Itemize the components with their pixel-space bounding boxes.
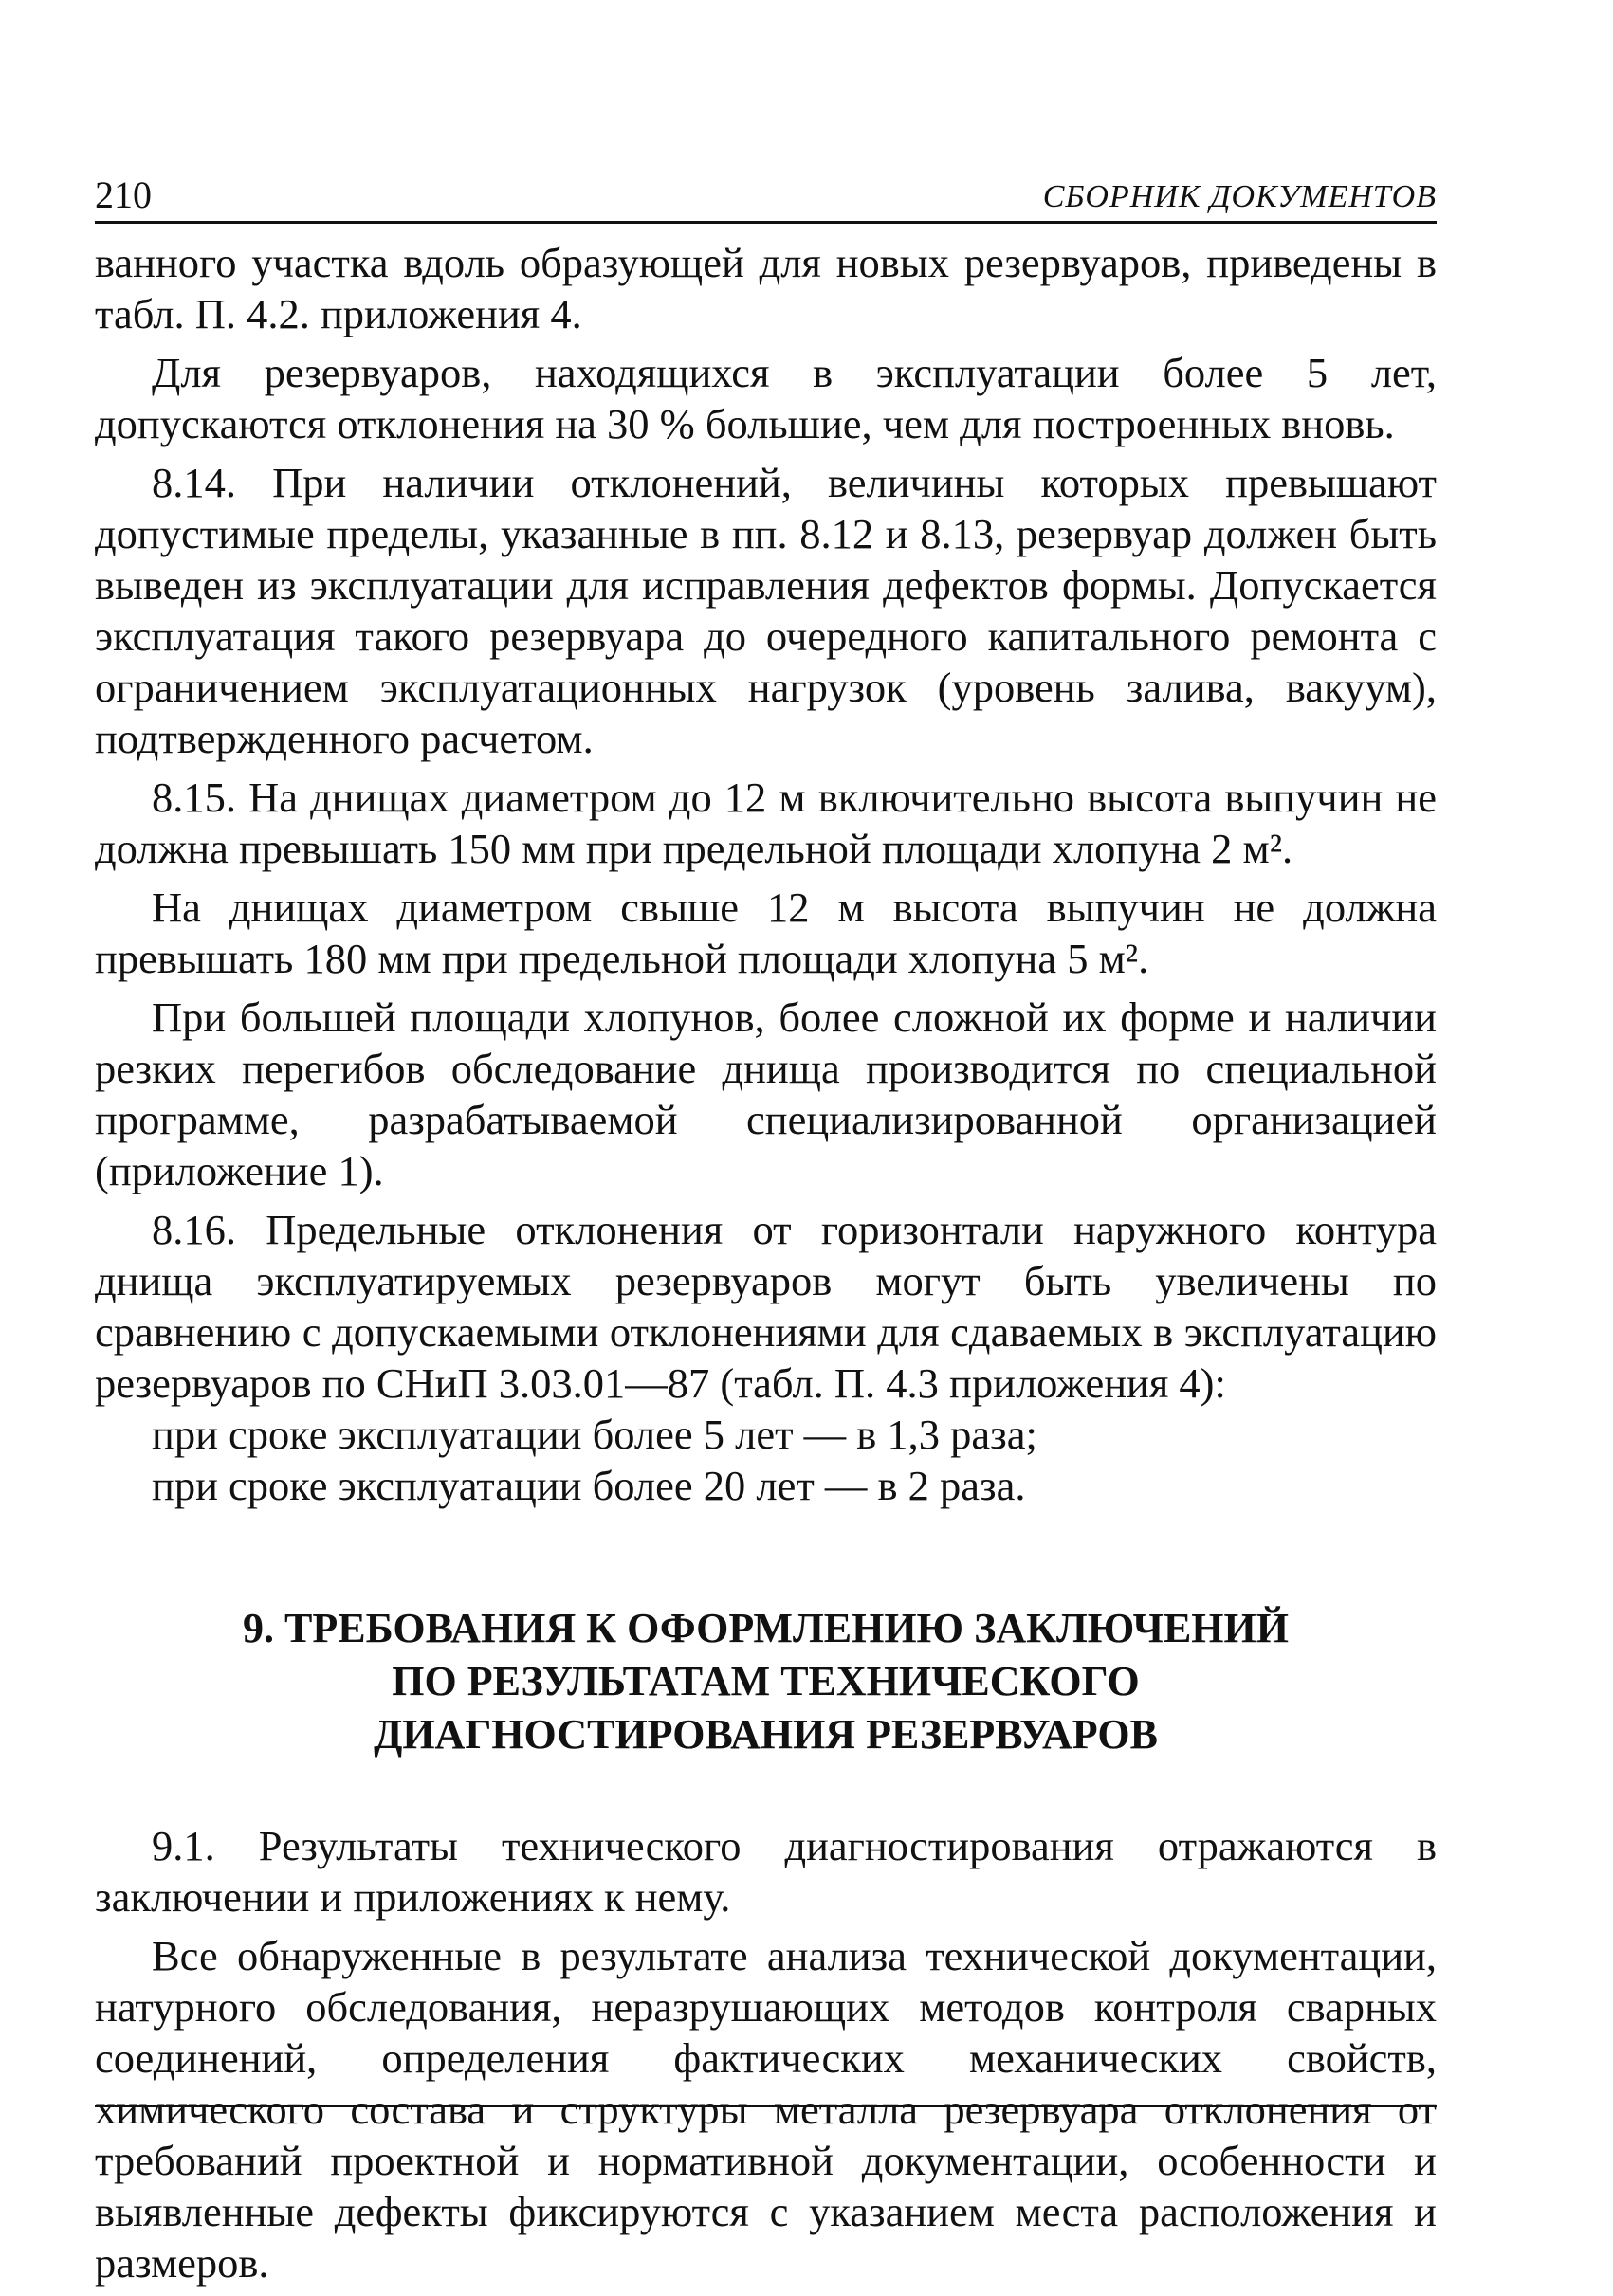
paragraph-8-15: 8.15. На днищах диаметром до 12 м включительно высота выпучин не должна превышать 150 мм при предельной площади хлопуна 2 м².	[95, 774, 1437, 872]
running-title: СБОРНИК ДОКУМЕНТОВ	[1042, 179, 1437, 214]
section-heading	[95, 1602, 1437, 1761]
paragraph-8-14: 8.14. При наличии отклонений, величины которых превышают допустимые пределы, указанные в пп. 8.12 и 8.13, резервуар должен быть выведен из эксплуатации для исправления дефектов формы. Допускается эксплуатация такого резервуара до очередного капитального ремонта с ограничением эксплуатационных нагрузок (уровень залива, вакуум), подтвержденного расчетом.	[95, 459, 1437, 762]
paragraph-complex-bulges: При большей площади хлопунов, более сложной их форме и наличии резких перегибов обследование днища производится по специальной программе, разрабатываемой специализированной организацией (приложение 1).	[95, 993, 1437, 1194]
section-heading-line: ПО РЕЗУЛЬТАТАМ ТЕХНИЧЕСКОГО	[392, 1658, 1140, 1704]
section-heading-line: ДИАГНОСТИРОВАНИЯ РЕЗЕРВУАРОВ	[374, 1711, 1158, 1758]
list-item: при сроке эксплуатации более 5 лет — в 1,3 раза;	[152, 1411, 1037, 1458]
list-item: при сроке эксплуатации более 20 лет — в 2 раза.	[152, 1462, 1026, 1509]
paragraph-8-16: 8.16. Предельные отклонения от горизонтали наружного контура днища эксплуатируемых резервуаров могут быть увеличены по сравнению с допускаемыми отклонениями для сдаваемых в эксплуатацию резервуаров по СНиП 3.03.01—87 (табл. П. 4.3 приложения 4):	[95, 1206, 1437, 1407]
paragraph-9-1: 9.1. Результаты технического диагностирования отражаются в заключении и приложениях к нему.	[95, 1822, 1437, 1921]
paragraph-findings: Все обнаруженные в результате анализа технической документации, натурного обследования, неразрушающих методов контроля сварных соединений, определения фактических механических свойств, химического состава и структуры металла резервуара отклонения от требований проектной и нормативной документации, особенности и выявленные дефекты фиксируются с указанием места расположения и размеров.	[95, 1932, 1437, 2287]
page-body	[95, 237, 1437, 2296]
paragraph-large-bottoms: На днищах диаметром свыше 12 м высота выпучин не должна превышать 180 мм при предельной площади хлопуна 5 м².	[95, 884, 1437, 982]
paragraph-old-tanks: Для резервуаров, находящихся в эксплуатации более 5 лет, допускаются отклонения на 30 % большие, чем для построенных вновь.	[95, 349, 1437, 447]
paragraph-continuation: ванного участка вдоль образующей для новых резервуаров, приведены в табл. П. 4.2. приложения 4.	[95, 239, 1437, 337]
page-number: 210	[95, 173, 152, 216]
page-header	[95, 166, 1437, 224]
bottom-rule	[95, 2105, 1437, 2107]
section-heading-line: 9. ТРЕБОВАНИЯ К ОФОРМЛЕНИЮ ЗАКЛЮЧЕНИЙ	[243, 1605, 1289, 1651]
